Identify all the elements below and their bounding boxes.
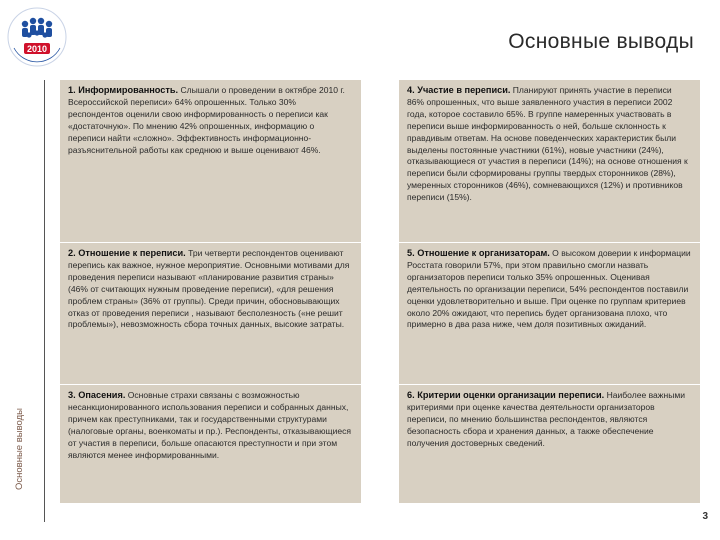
card-heading: Информированность. [78, 85, 179, 95]
card-number: 1. [68, 85, 76, 95]
logo-year: 2010 [26, 44, 48, 54]
card-number: 6. [407, 390, 415, 400]
conclusion-card-1 [60, 80, 361, 243]
card-heading: Опасения. [78, 390, 126, 400]
side-divider [44, 80, 45, 522]
card-heading: Участие в переписи. [417, 85, 511, 95]
card-body: Основные страхи связаны с возможностью несанкционированного использования переписи и собранных данных, причем как преступниками, так и государственными структурами (налоговые органы, военкоматы и пр.). Респонденты, отказывающиеся от участия в переписи, больше опасаются преступности и при этом являются менее информированными. [68, 390, 352, 460]
card-heading: Отношение к организаторам. [417, 248, 550, 258]
card-body: Слышали о проведении в октябре 2010 г. Всероссийской переписи» 64% опрошенных. Только 30% респондентов оценили свою информированность о переписи как «достаточную». По мнению 42% опрошенных, информацию о переписи найти «сложно». Эффективность информационно-разъяснительной работы как среднюю и выше оценивают 46%. [68, 85, 345, 155]
page-title: Основные выводы [508, 30, 694, 53]
conclusion-card-4 [399, 80, 700, 243]
card-body: Три четверти респондентов оценивают перепись как важное, нужное мероприятие. Основными мотивами для проведения переписи называют «планирование развития страны» (46% от считающих нужным проведение переписи), «для решения проблем страны» (36% от группы). Среди причин, обосновывающих отказ от проведения переписи , называют бесполезность («не решит проблемы»), невозможность сбора точных данных, высокие затраты. [68, 248, 350, 330]
card-number: 3. [68, 390, 76, 400]
census-logo [6, 6, 68, 68]
card-heading: Отношение к переписи. [78, 248, 186, 258]
card-body: О высоком доверии к информации Росстата говорили 57%, при этом правильно смогли назвать организаторов переписи только 35% опрошенных. Оценивая деятельность по организации переписи, 54% респондентов поставили оценки удовлетворительно и выше. При оценке по группам критериев около 20% ожидают, что перепись будет организована плохо, что примерно в два раза ниже, чем доля позитивных ожиданий. [407, 248, 691, 330]
conclusion-card-6 [399, 385, 700, 504]
card-heading: Критерии оценки организации переписи. [417, 390, 605, 400]
page-number: 3 [702, 511, 708, 522]
card-body: Наиболее важными критериями при оценке качества деятельности организаторов переписи, по мнению большинства респондентов, являются безопасность сбора и хранения данных, а также обеспечение получения достоверных сведений. [407, 390, 686, 448]
conclusion-card-2 [60, 243, 361, 385]
census-logo-icon [6, 6, 68, 68]
side-label: Основные выводы [14, 408, 25, 490]
card-number: 4. [407, 85, 415, 95]
conclusion-card-3 [60, 385, 361, 504]
card-number: 2. [68, 248, 76, 258]
conclusion-card-5 [399, 243, 700, 385]
conclusions-grid [60, 80, 700, 504]
card-number: 5. [407, 248, 415, 258]
card-body: Планируют принять участие в переписи 86% опрошенных, что выше заявленного участия в переписи 2002 года, которое составило 65%. В группе намеренных участвовать в переписи выше информированность о ней, больше склонность к правдивым ответам. На основе поведенческих характеристик были выделены постоянные участники (61%), новые участники (24%), отказывающиеся от участия в переписи (14%); на основе отношения к переписи были сформированы группы твердых сторонников (28%), умеренных сторонников (46%), сомневающихся (12%) и противников переписи (15%). [407, 85, 688, 203]
